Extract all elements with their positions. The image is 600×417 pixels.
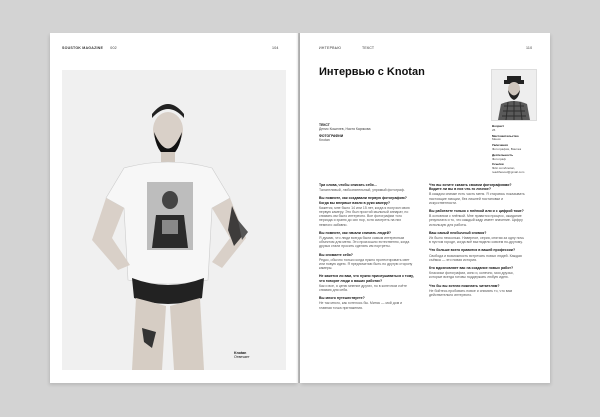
magazine-spread — [50, 33, 550, 383]
answer: Не так много, как хотелось бы. Минск — мой дом и главная точка притяжения. — [319, 301, 403, 310]
answer: Свобода и возможность встречать новых людей. Каждая съёмка — это новая история. — [429, 253, 522, 262]
answer: В каждом снимке есть часть меня. Я стараюсь показывать настоящие эмоции, без лишней постановки и искусственности. — [429, 192, 525, 205]
question: Вы снимаете себя? — [319, 252, 353, 257]
sidebar-label: Деятельность — [492, 152, 514, 157]
section-label-secondary: ТЕКСТ — [362, 46, 375, 50]
photo-caption — [234, 351, 250, 359]
question: Вы помните, как начали снимать людей? — [319, 230, 392, 235]
credit-photo-value: Knotan — [319, 138, 330, 143]
question: Что больше всего нравится в вашей профессии? — [429, 248, 516, 253]
magazine-label: SOUSTOK MAGAZINE — [62, 46, 104, 50]
credit-text-label: ТЕКСТ — [319, 123, 330, 127]
article-title: Интервью с Knotan — [319, 66, 425, 78]
sidebar-label: Местожительство — [492, 133, 519, 138]
credit-photo-label: ФОТОГРАФИИ — [319, 133, 344, 138]
profile-sidebar — [492, 125, 538, 175]
main-photo — [62, 70, 286, 370]
section-label: ИНТЕРВЬЮ — [319, 46, 342, 50]
question: Вы помните, как создавали первую фотографию? Когда вы впервые взяли в руки камеру? — [319, 196, 407, 205]
question: Что бы вы хотели пожелать читателям? — [429, 283, 500, 288]
answer: Я думаю, что люди всегда были самым интересным объектом для меня. Это произошло естественно, когда друзья стали просить сделать им портреты. — [319, 236, 410, 249]
question: Не кажется ли вам, что нужно прислушиваться к тому, что говорят люди о ваших работах? — [319, 274, 414, 283]
question: Ваш самый необычный снимок? — [429, 230, 487, 235]
credit-text-value: Денис Кошелев, Настя Карикова — [319, 127, 371, 132]
answer: В основном с плёнкой. Мне нравится процесс, ожидание результата и то, что каждый кадр имеет значение. Цифру использую для работы. — [429, 214, 523, 227]
answer: Их было несколько. Наверное, серия, снятая за одну ночь в пустом городе, когда всё выглядело совсем по-другому. — [429, 236, 525, 245]
sidebar-value: Фотография, Винтаж — [492, 146, 522, 151]
interview-body — [319, 183, 529, 373]
answer: Не бойтесь пробовать новое и снимать то, что вам действительно интересно. — [429, 288, 512, 298]
sidebar-label: Возраст — [492, 124, 505, 128]
article-credits — [319, 123, 414, 143]
question: Вы работаете только с плёнкой или и с цифрой тоже? — [429, 209, 524, 214]
issue-number: 002 — [110, 46, 117, 50]
left-page-number: 104 — [272, 46, 279, 50]
right-page-number: 110 — [526, 46, 533, 50]
portrait-photo — [491, 69, 537, 121]
left-page — [50, 33, 298, 383]
sidebar-label: Ссылки — [492, 162, 504, 167]
man-photo-illustration — [62, 70, 286, 370]
right-page — [300, 33, 550, 383]
question: Кто вдохновляет вас на создание новых работ? — [429, 266, 514, 271]
question: Что вы хотите сказать своими фотографиями? Видите ли вы в них что-то личное? — [429, 183, 512, 192]
sidebar-value: Минск — [492, 137, 501, 142]
sidebar-value: 26 — [492, 127, 496, 132]
interview-column-2 — [429, 183, 525, 301]
answer: Классики фотографии, кино и, конечно, мои друзья, которые всегда готовы поддержать любую идею. — [429, 271, 514, 280]
answer: Кажется, мне было 14 или 15 лет, когда я получил свою первую камеру. Это был простой мыльный аппарат, но снимать им было интересно. Все фотографии того периода я храню до сих пор, хотя смотреть на них немного забавно. — [319, 205, 410, 227]
caption-role: Отвечает — [234, 355, 250, 360]
answer: Как и все, я ценю мнение других, но в конечном счёте снимаю для себя. — [319, 283, 407, 293]
sidebar-label: Увлечения — [492, 143, 508, 148]
answer: Талантливый, любознательный, упрямый фотограф. — [319, 188, 405, 193]
question: Вы много путешествуете? — [319, 296, 365, 301]
caption-name: Knotan — [234, 351, 247, 355]
sidebar-value: Фотограф — [492, 156, 506, 161]
question: Три слова, чтобы описать себя… — [319, 183, 378, 187]
answer: Редко, обычно только когда нужно протестировать свет или новую идею. Я предпочитаю быть по другую сторону камеры. — [319, 257, 413, 271]
magazine-header — [62, 46, 117, 50]
interview-column-1 — [319, 183, 415, 314]
portrait-illustration — [492, 70, 536, 120]
sidebar-value: flickr.com/knotan, readthesoul@gmail.com — [492, 166, 525, 174]
